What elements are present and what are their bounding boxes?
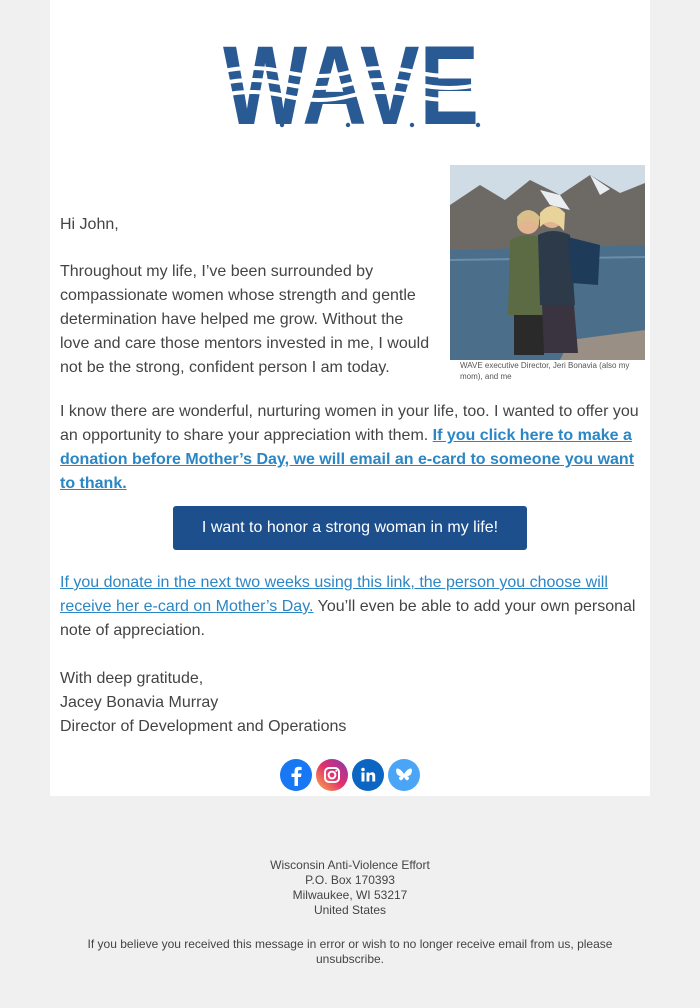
paragraph-appreciation	[60, 400, 642, 496]
closing-line: With deep gratitude,	[60, 670, 204, 687]
paragraph-two-weeks-text: You’ll even be able to add your own personal note of appreciation.	[60, 598, 636, 639]
footer	[0, 858, 700, 967]
photo-mother-daughter	[450, 165, 645, 360]
linkedin-icon[interactable]	[352, 759, 384, 791]
footer-unsubscribe-text[interactable]: If you believe you received this message in error or wish to no longer receive email from us, please unsubscribe.	[87, 937, 613, 966]
paragraph-two-weeks	[60, 571, 642, 643]
footer-city: Milwaukee, WI 53217	[292, 888, 408, 902]
photo-caption: WAVE executive Director, Jeri Bonavia (also my mom), and me	[460, 361, 630, 381]
facebook-icon[interactable]	[280, 759, 312, 791]
paragraph-appreciation-text: I know there are wonderful, nurturing women in your life, too. I wanted to offer you an opportunity to share your appreciation with them.	[60, 403, 639, 444]
honor-woman-button[interactable]: I want to honor a strong woman in my life!	[173, 506, 527, 550]
donate-ecard-link[interactable]: If you click here to make a donation before Mother’s Day, we will email an e-card to someone you want to thank.	[60, 427, 635, 492]
two-weeks-donate-link[interactable]: If you donate in the next two weeks using this link, the person you choose will receive her e-card on Mother’s Day.	[60, 574, 608, 615]
footer-po-box: P.O. Box 170393	[305, 873, 395, 887]
social-links	[280, 759, 420, 791]
footer-address	[0, 858, 700, 918]
footer-org: Wisconsin Anti-Violence Effort	[270, 858, 430, 872]
email-card	[50, 0, 650, 796]
paragraph-intro: Throughout my life, I’ve been surrounded by compassionate women whose strength and gentle determination have helped me grow. Without the love and care those mentors invested in me, I would not be the strong, confident person I am today.	[60, 263, 430, 376]
signer-title: Director of Development and Operations	[60, 718, 347, 735]
wave-logo	[220, 34, 482, 129]
bluesky-icon[interactable]	[388, 759, 420, 791]
signer-name: Jacey Bonavia Murray	[60, 694, 219, 711]
footer-country: United States	[313, 903, 387, 917]
instagram-icon[interactable]	[316, 759, 348, 791]
greeting: Hi John,	[60, 216, 119, 233]
signature-block	[60, 667, 346, 739]
